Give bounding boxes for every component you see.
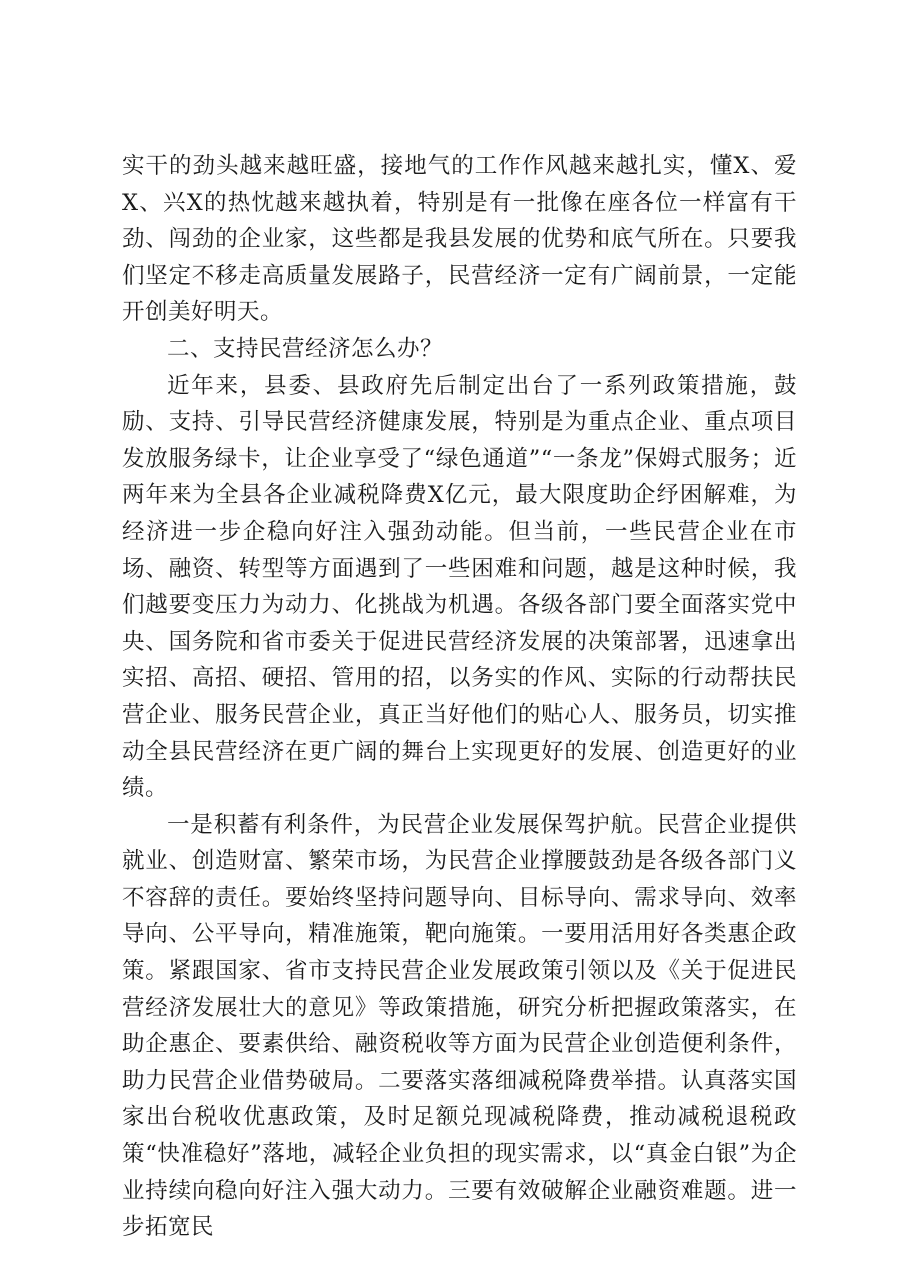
section-heading: 二、支持民营经济怎么办？ [167, 335, 444, 362]
document-page [122, 148, 797, 1246]
paragraph-point-one: 一是积蓄有利条件，为民营企业发展保驾护航。民营企业提供就业、创造财富、繁荣市场，为民营企业撑腰鼓劲是各级各部门义不容辞的责任。要始终坚持问题导向、目标导向、需求导向、效率导向、公平导向，精准施策，靶向施策。一要用活用好各类惠企政策。紧跟国家、省市支持民营企业发展政策引领以及《关于促进民营经济发展壮大的意见》等政策措施，研究分析把握政策落实，在助企惠企、要素供给、融资税收等方面为民营企业创造便利条件，助力民营企业借势破局。二要落实落细减税降费举措。认真落实国家出台税收优惠政策，及时足额兑现减税降费，推动减税退税政策“快准稳好”落地，减轻企业负担的现实需求，以“真金白银”为企业持续向稳向好注入强大动力。三要有效破解企业融资难题。进一步拓宽民 [122, 811, 797, 1241]
paragraph-recent-years: 近年来，县委、县政府先后制定出台了一系列政策措施，鼓励、支持、引导民营经济健康发展，特别是为重点企业、重点项目发放服务绿卡，让企业享受了“绿色通道”“一条龙”保姆式服务；近两年来为全县各企业减税降费X亿元，最大限度助企纾困解难，为经济进一步企稳向好注入强劲动能。但当前，一些民营企业在市场、融资、转型等方面遇到了一些困难和问题，越是这种时候，我们越要变压力为动力、化挑战为机遇。各级各部门要全面落实党中央、国务院和省市委关于促进民营经济发展的决策部署，迅速拿出实招、高招、硬招、管用的招，以务实的作风、实际的行动帮扶民营企业、服务民营企业，真正当好他们的贴心人、服务员，切实推动全县民营经济在更广阔的舞台上实现更好的发展、创造更好的业绩。 [122, 372, 797, 802]
paragraph-continuation: 实干的劲头越来越旺盛，接地气的工作作风越来越扎实，懂X、爱X、兴X的热忱越来越执着，特别是有一批像在座各位一样富有干劲、闯劲的企业家，这些都是我县发展的优势和底气所在。只要我们坚定不移走高质量发展路子，民营经济一定有广阔前景，一定能开创美好明天。 [122, 153, 797, 326]
